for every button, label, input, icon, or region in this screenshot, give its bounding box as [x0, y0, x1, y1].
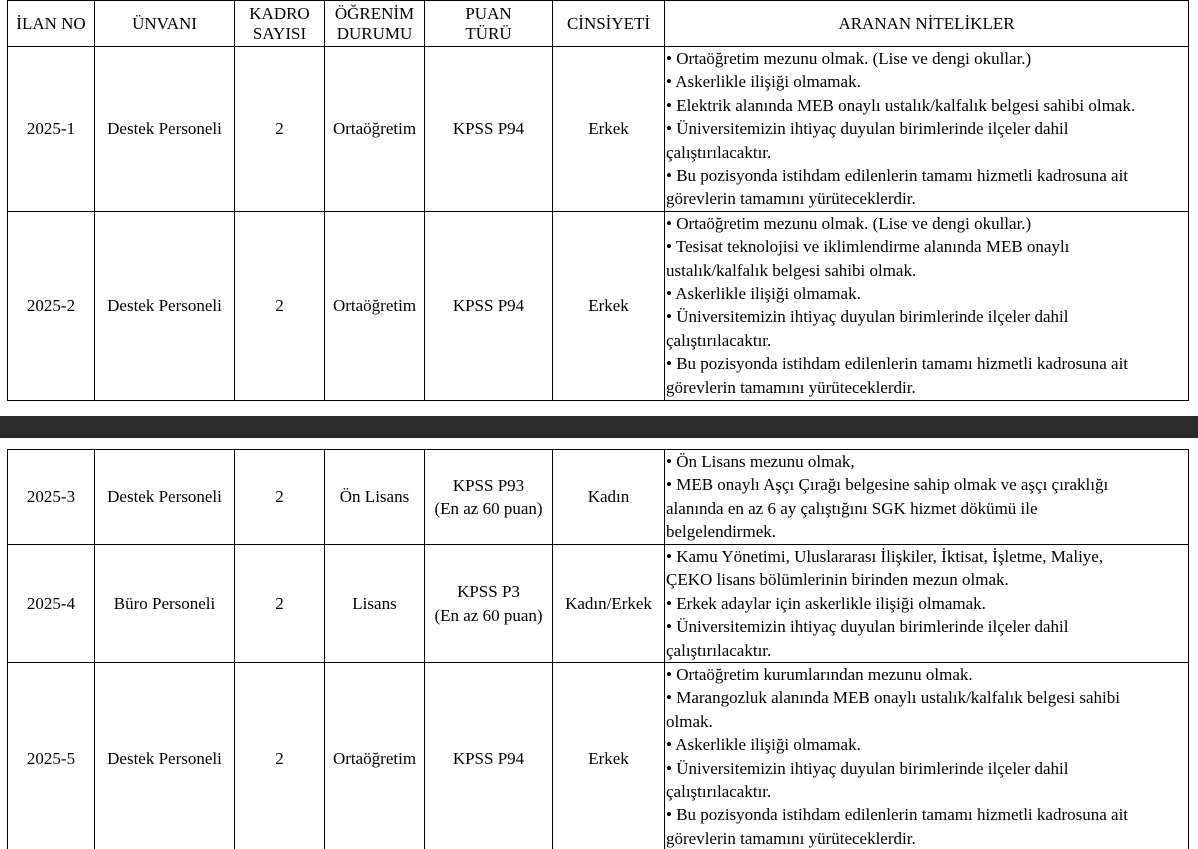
cell-text: 2 — [275, 487, 284, 507]
requirement-line: • Kamu Yönetimi, Uluslararası İlişkiler, İktisat, İşletme, Maliye, — [666, 547, 1104, 566]
cell-ilan-no — [8, 663, 95, 849]
cell-ilan-no — [8, 545, 95, 663]
requirement-line: • Ön Lisans mezunu olmak, — [666, 452, 855, 471]
puan-value: KPSS P94 — [452, 296, 525, 316]
cell-text: Destek Personeli — [107, 487, 222, 507]
cell-text: 2 — [275, 119, 284, 139]
cell-ogrenim — [325, 663, 425, 849]
cell-text: Kadın — [587, 487, 630, 507]
cell-nitelikler — [665, 450, 1189, 545]
header-nitelikler: ARANAN NİTELİKLER — [665, 1, 1189, 47]
table-row — [8, 211, 1189, 400]
cell-nitelikler — [665, 545, 1189, 663]
listing-table-top — [7, 0, 1189, 401]
cell-text: Ortaöğretim — [332, 748, 417, 768]
puan-value: KPSS P93 — [452, 475, 525, 495]
table-row — [8, 663, 1189, 849]
requirement-line: • Erkek adaylar için askerlikle ilişiği olmamak. — [666, 593, 986, 613]
cell-unvani — [95, 450, 235, 545]
cell-text: 2025-4 — [26, 593, 76, 613]
cell-text: 2025-5 — [26, 748, 76, 768]
requirement-line: • Üniversitemizin ihtiyaç duyulan birimlerinde ilçeler dahil — [666, 119, 1069, 139]
cell-cinsiyet — [553, 450, 665, 545]
cell-ogrenim — [325, 47, 425, 212]
cell-puan — [425, 211, 553, 400]
cell-nitelikler — [665, 211, 1189, 400]
cell-ilan-no — [8, 211, 95, 400]
cell-unvani — [95, 211, 235, 400]
requirement-line: • Tesisat teknolojisi ve iklimlendirme alanında MEB onaylı — [666, 237, 1070, 257]
header-ogrenim: ÖĞRENİM DURUMU — [325, 1, 425, 47]
cell-ilan-no — [8, 47, 95, 212]
puan-note: (En az 60 puan) — [434, 499, 543, 518]
requirement-line: • Askerlikle ilişiği olmamak. — [666, 72, 861, 92]
requirement-line: • Ortaöğretim kurumlarından mezunu olmak. — [666, 665, 973, 685]
cell-unvani — [95, 47, 235, 212]
table-row — [8, 450, 1189, 545]
cell-cinsiyet — [553, 545, 665, 663]
cell-text: Destek Personeli — [107, 748, 222, 768]
cell-unvani — [95, 545, 235, 663]
requirement-line: belgelendirmek. — [666, 522, 776, 542]
cell-puan — [425, 545, 553, 663]
requirement-line: çalıştırılacaktır. — [666, 640, 772, 660]
requirement-line: • Askerlikle ilişiği olmamak. — [666, 735, 861, 755]
requirement-line: ustalık/kalfalık belgesi sahibi olmak. — [666, 260, 917, 280]
cell-text: Destek Personeli — [107, 119, 222, 139]
requirement-line: görevlerin tamamını yürüteceklerdir. — [666, 377, 916, 397]
cell-text: 2 — [275, 296, 284, 316]
cell-text: Erkek — [588, 296, 629, 316]
header-ilan-no: İLAN NO — [8, 1, 95, 47]
cell-kadro — [235, 211, 325, 400]
requirement-line: • Bu pozisyonda istihdam edilenlerin tamamı hizmetli kadrosuna ait — [666, 166, 1129, 186]
cell-text: Erkek — [588, 119, 629, 139]
cell-text: Destek Personeli — [107, 296, 222, 316]
header-unvani: ÜNVANI — [95, 1, 235, 47]
puan-value: KPSS P94 — [452, 748, 525, 768]
cell-cinsiyet — [553, 47, 665, 212]
header-cinsiyet: CİNSİYETİ — [553, 1, 665, 47]
header-row — [8, 1, 1189, 47]
requirement-line: • Marangozluk alanında MEB onaylı ustalık/kalfalık belgesi sahibi — [666, 688, 1120, 708]
requirement-line: • Üniversitemizin ihtiyaç duyulan birimlerinde ilçeler dahil — [666, 617, 1069, 637]
table-row — [8, 545, 1189, 663]
requirement-line: • Elektrik alanında MEB onaylı ustalık/kalfalık belgesi sahibi olmak. — [666, 95, 1136, 115]
requirement-line: • Bu pozisyonda istihdam edilenlerin tamamı hizmetli kadrosuna ait — [666, 354, 1129, 374]
requirement-line: çalıştırılacaktır. — [666, 142, 772, 162]
requirement-line: • Ortaöğretim mezunu olmak. (Lise ve dengi okullar.) — [666, 213, 1032, 233]
header-kadro: KADRO SAYISI — [235, 1, 325, 47]
requirement-line: • Askerlikle ilişiği olmamak. — [666, 284, 861, 304]
document-page-top — [0, 0, 1198, 402]
requirement-line: • Üniversitemizin ihtiyaç duyulan birimlerinde ilçeler dahil — [666, 758, 1069, 778]
requirement-line: olmak. — [666, 711, 713, 731]
cell-ogrenim — [325, 450, 425, 545]
cell-puan — [425, 663, 553, 849]
table-row — [8, 47, 1189, 212]
cell-ogrenim — [325, 211, 425, 400]
document-page-bottom — [0, 449, 1198, 849]
cell-text: 2025-2 — [26, 296, 76, 316]
cell-puan — [425, 47, 553, 212]
cell-text: 2025-1 — [26, 119, 76, 139]
cell-ilan-no — [8, 450, 95, 545]
listing-table-bottom — [7, 449, 1189, 849]
cell-text: Kadın/Erkek — [565, 593, 652, 613]
cell-kadro — [235, 545, 325, 663]
cell-text: 2025-3 — [26, 487, 76, 507]
header-puan: PUAN TÜRÜ — [425, 1, 553, 47]
puan-value: KPSS P94 — [452, 119, 525, 139]
requirement-line: • Ortaöğretim mezunu olmak. (Lise ve dengi okullar.) — [666, 49, 1032, 68]
requirement-line: çalıştırılacaktır. — [666, 330, 772, 350]
requirement-line: • Bu pozisyonda istihdam edilenlerin tamamı hizmetli kadrosuna ait — [666, 805, 1129, 825]
puan-value: KPSS P3 — [457, 582, 520, 602]
cell-text: Ortaöğretim — [332, 296, 417, 316]
cell-kadro — [235, 47, 325, 212]
cell-text: 2 — [275, 748, 284, 768]
requirement-line: • MEB onaylı Aşçı Çırağı belgesine sahip olmak ve aşçı çıraklığı — [666, 475, 1109, 495]
cell-puan — [425, 450, 553, 545]
cell-kadro — [235, 663, 325, 849]
requirement-line: çalıştırılacaktır. — [666, 782, 772, 802]
requirement-line: • Üniversitemizin ihtiyaç duyulan birimlerinde ilçeler dahil — [666, 307, 1069, 327]
cell-nitelikler — [665, 663, 1189, 849]
cell-cinsiyet — [553, 211, 665, 400]
requirement-line: alanında en az 6 ay çalıştığını SGK hizmet dökümü ile — [666, 498, 1038, 518]
cell-text: Lisans — [352, 593, 397, 613]
requirement-line: görevlerin tamamını yürüteceklerdir. — [666, 828, 916, 848]
cell-cinsiyet — [553, 663, 665, 849]
cell-kadro — [235, 450, 325, 545]
requirement-line: ÇEKO lisans bölümlerinin birinden mezun olmak. — [666, 570, 1009, 590]
puan-note: (En az 60 puan) — [434, 605, 543, 625]
cell-ogrenim — [325, 545, 425, 663]
cell-text: Büro Personeli — [113, 593, 216, 613]
cell-text: Ön Lisans — [339, 487, 410, 507]
cell-nitelikler — [665, 47, 1189, 212]
cell-text: 2 — [275, 593, 284, 613]
cell-text: Ortaöğretim — [332, 119, 417, 139]
cell-text: Erkek — [588, 748, 629, 768]
requirement-line: görevlerin tamamını yürüteceklerdir. — [666, 189, 916, 209]
cell-unvani — [95, 663, 235, 849]
page-divider — [0, 416, 1198, 438]
